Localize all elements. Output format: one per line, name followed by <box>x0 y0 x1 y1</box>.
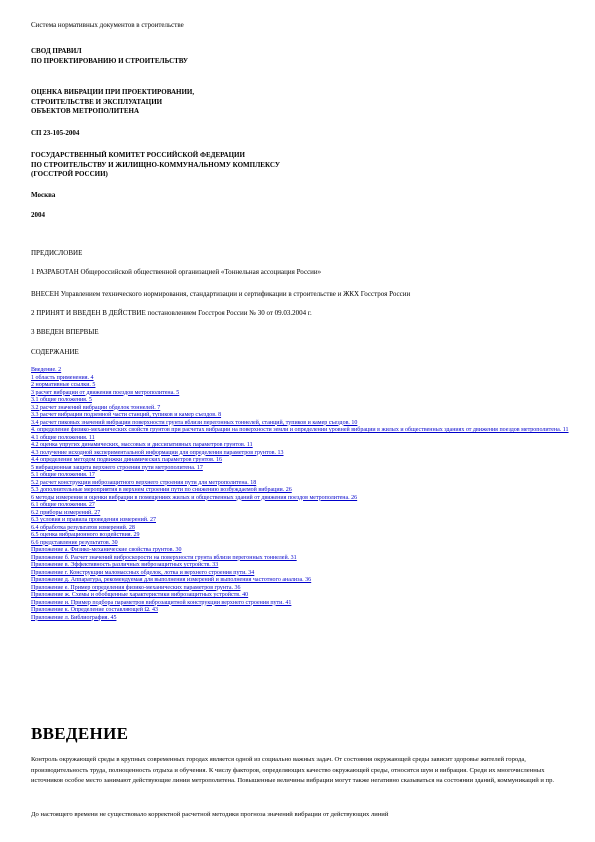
foreword-developed: 1 РАЗРАБОТАН Общероссийской общественной организацией «Тоннельная ассоциация России» <box>31 268 322 276</box>
title-block <box>31 47 188 66</box>
toc-link[interactable]: Приложение б. Расчет значений виброскорости на поверхности грунта вблизи перегонных тоннелей. 31 <box>31 554 297 561</box>
foreword-first-time: 3 ВВЕДЕН ВПЕРВЫЕ <box>31 328 99 336</box>
title-line: ПО ПРОЕКТИРОВАНИЮ И СТРОИТЕЛЬСТВУ <box>31 56 189 65</box>
contents-title: СОДЕРЖАНИЕ <box>31 348 79 356</box>
foreword-adopted: 2 ПРИНЯТ И ВВЕДЕН В ДЕЙСТВИЕ постановлением Госстроя России № 30 от 09.03.2004 г. <box>31 309 312 317</box>
authority-line: (ГОССТРОЙ РОССИИ) <box>31 170 108 179</box>
toc-link[interactable]: Приложение и. Пример подбора параметров виброзащитной конструкции верхнего строения пути. 41 <box>31 599 292 606</box>
toc-link[interactable]: Приложение л. Библиография. 45 <box>31 614 117 621</box>
toc-link[interactable]: 3.4 расчет пиковых значений вибрации поверхности грунта вблизи перегонных тоннелей, станций, тупиков и камер съездов. 10 <box>31 419 358 426</box>
authority-block <box>31 151 280 180</box>
subtitle-block <box>31 88 194 117</box>
introduction-paragraph: Контроль окружающей среды в крупных современных городах является одной из социально важных задач. От состояния окружающей среды зависит здоровье жителей города, производительность труда, полноценность отдыха и обучения. К числу факторов, определяющих качество окружающей среды, относятся шум и вибрация. Среди их многочисленных источников особое место занимают действующие линии метрополитена. Повышенные величины вибрации могут также негативно сказываться на состоянии зданий, коммуникаций и пр. <box>31 756 555 785</box>
year: 2004 <box>31 211 45 219</box>
foreword-introduced: ВНЕСЕН Управлением технического нормирования, стандартизации и сертификации в строительстве и ЖКХ Госстроя России <box>31 290 411 298</box>
toc-link[interactable]: 6.3 условия и правила проведения измерений. 27 <box>31 517 156 523</box>
title-line: СВОД ПРАВИЛ <box>31 47 82 55</box>
toc-link[interactable]: 4. определение физико-механических свойств грунтов при расчетах вибрации на поверхности земли и определении уровней вибрации в жилых и общественных зданиях от движения поездов метрополитена. 11 <box>31 427 569 433</box>
toc-link[interactable]: 2 нормативные ссылки. 5 <box>31 382 96 388</box>
authority-line: ПО СТРОИТЕЛЬСТВУ И ЖИЛИЩНО-КОММУНАЛЬНОМУ КОМПЛЕКСУ <box>31 160 280 169</box>
toc-link[interactable]: Приложение в. Эффективность различных виброзащитных устройств. 33 <box>31 562 219 568</box>
toc-link[interactable]: 4.2 оценка упругих динамических, массовых и диссипативных параметров грунтов. 11 <box>31 442 253 448</box>
toc-link[interactable]: 6.2 приборы измерений. 27 <box>31 509 101 516</box>
toc-link[interactable]: 3.3 расчет вибрации подземной части станций, тупиков и камер съездов. 8 <box>31 412 222 418</box>
toc-link[interactable]: 5.3 дополнительные мероприятия в верхнем строении пути по снижению возбуждаемой вибрации. 26 <box>31 487 292 493</box>
toc-link[interactable]: Приложение ж. Схемы и обобщенные характеристики виброзащитных устройств. 40 <box>31 592 249 598</box>
introduction-heading: ВВЕДЕНИЕ <box>31 724 129 743</box>
subtitle-line: ОЦЕНКА ВИБРАЦИИ ПРИ ПРОЕКТИРОВАНИИ, <box>31 88 195 96</box>
introduction-paragraph: До настоящего времени не существовало корректной расчетной методики прогноза значений вибрации от действующих линий <box>31 811 389 818</box>
toc-link[interactable]: 3.2 расчет значений вибрации обделок тоннелей. 7 <box>31 404 161 411</box>
toc-link[interactable]: 6.1 общие положения. 27 <box>31 502 95 508</box>
toc-link[interactable]: 5.2 расчет конструкции виброзащитного верхнего строения пути для метрополитена. 18 <box>31 479 257 486</box>
toc-link[interactable]: Приложение г. Конструкции маломассных обделок, лотка и верхнего строения пути. 34 <box>31 569 255 576</box>
authority-line: ГОСУДАРСТВЕННЫЙ КОМИТЕТ РОССИЙСКОЙ ФЕДЕРАЦИИ <box>31 151 245 159</box>
toc-link[interactable]: 5 вибрационная защита верхнего строения пути метрополитена. 17 <box>31 464 203 471</box>
document-code: СП 23-105-2004 <box>31 129 80 137</box>
subtitle-line: ОБЪЕКТОВ МЕТРОПОЛИТЕНА <box>31 107 140 116</box>
toc-link[interactable]: 5.1 общие положения. 17 <box>31 472 95 478</box>
foreword-title: ПРЕДИСЛОВИЕ <box>31 249 83 257</box>
toc-link[interactable]: Приложение д. Аппаратура, рекомендуемая для выполнения измерений и выполнения частотного анализа. 36 <box>31 577 312 583</box>
toc-link[interactable]: Введение. 2 <box>31 367 62 373</box>
toc-link[interactable]: 4.3 получение исходной экспериментальной информации для определения параметров грунтов. 13 <box>31 449 284 456</box>
table-of-contents <box>31 367 576 622</box>
toc-link[interactable]: Приложение а. Физико-механические свойства грунтов. 30 <box>31 547 182 553</box>
toc-link[interactable]: 1 область применения. 4 <box>31 374 94 381</box>
toc-link[interactable]: 6.4 обработка результатов измерений. 28 <box>31 524 135 531</box>
subtitle-line: СТРОИТЕЛЬСТВЕ И ЭКСПЛУАТАЦИИ <box>31 97 163 106</box>
toc-link[interactable]: 6 методы измерения и оценки вибрации в помещениях жилых и общественных зданий от движения поездов метрополитена. 26 <box>31 494 358 501</box>
toc-link[interactable]: 6.5 оценка вибрационного воздействия. 29 <box>31 532 140 538</box>
toc-link[interactable]: 3 расчет вибрации от движения поездов метрополитена. 5 <box>31 389 180 396</box>
toc-link[interactable]: 3.1 общие положения. 5 <box>31 397 92 403</box>
toc-link[interactable]: Приложение е. Пример определения физико-механических параметров грунта. 36 <box>31 584 241 591</box>
city: Москва <box>31 191 56 199</box>
toc-link[interactable]: 6.6 представление результатов. 30 <box>31 539 118 546</box>
toc-link[interactable]: Приложение к. Определение составляющей Ω. 43 <box>31 607 158 613</box>
toc-link[interactable]: 4.1 общие положения. 11 <box>31 434 95 441</box>
toc-link[interactable]: 4.4 определение методом подвижки динамических параметров грунтов. 16 <box>31 457 222 463</box>
series-header: Система нормативных документов в строительстве <box>31 21 184 29</box>
